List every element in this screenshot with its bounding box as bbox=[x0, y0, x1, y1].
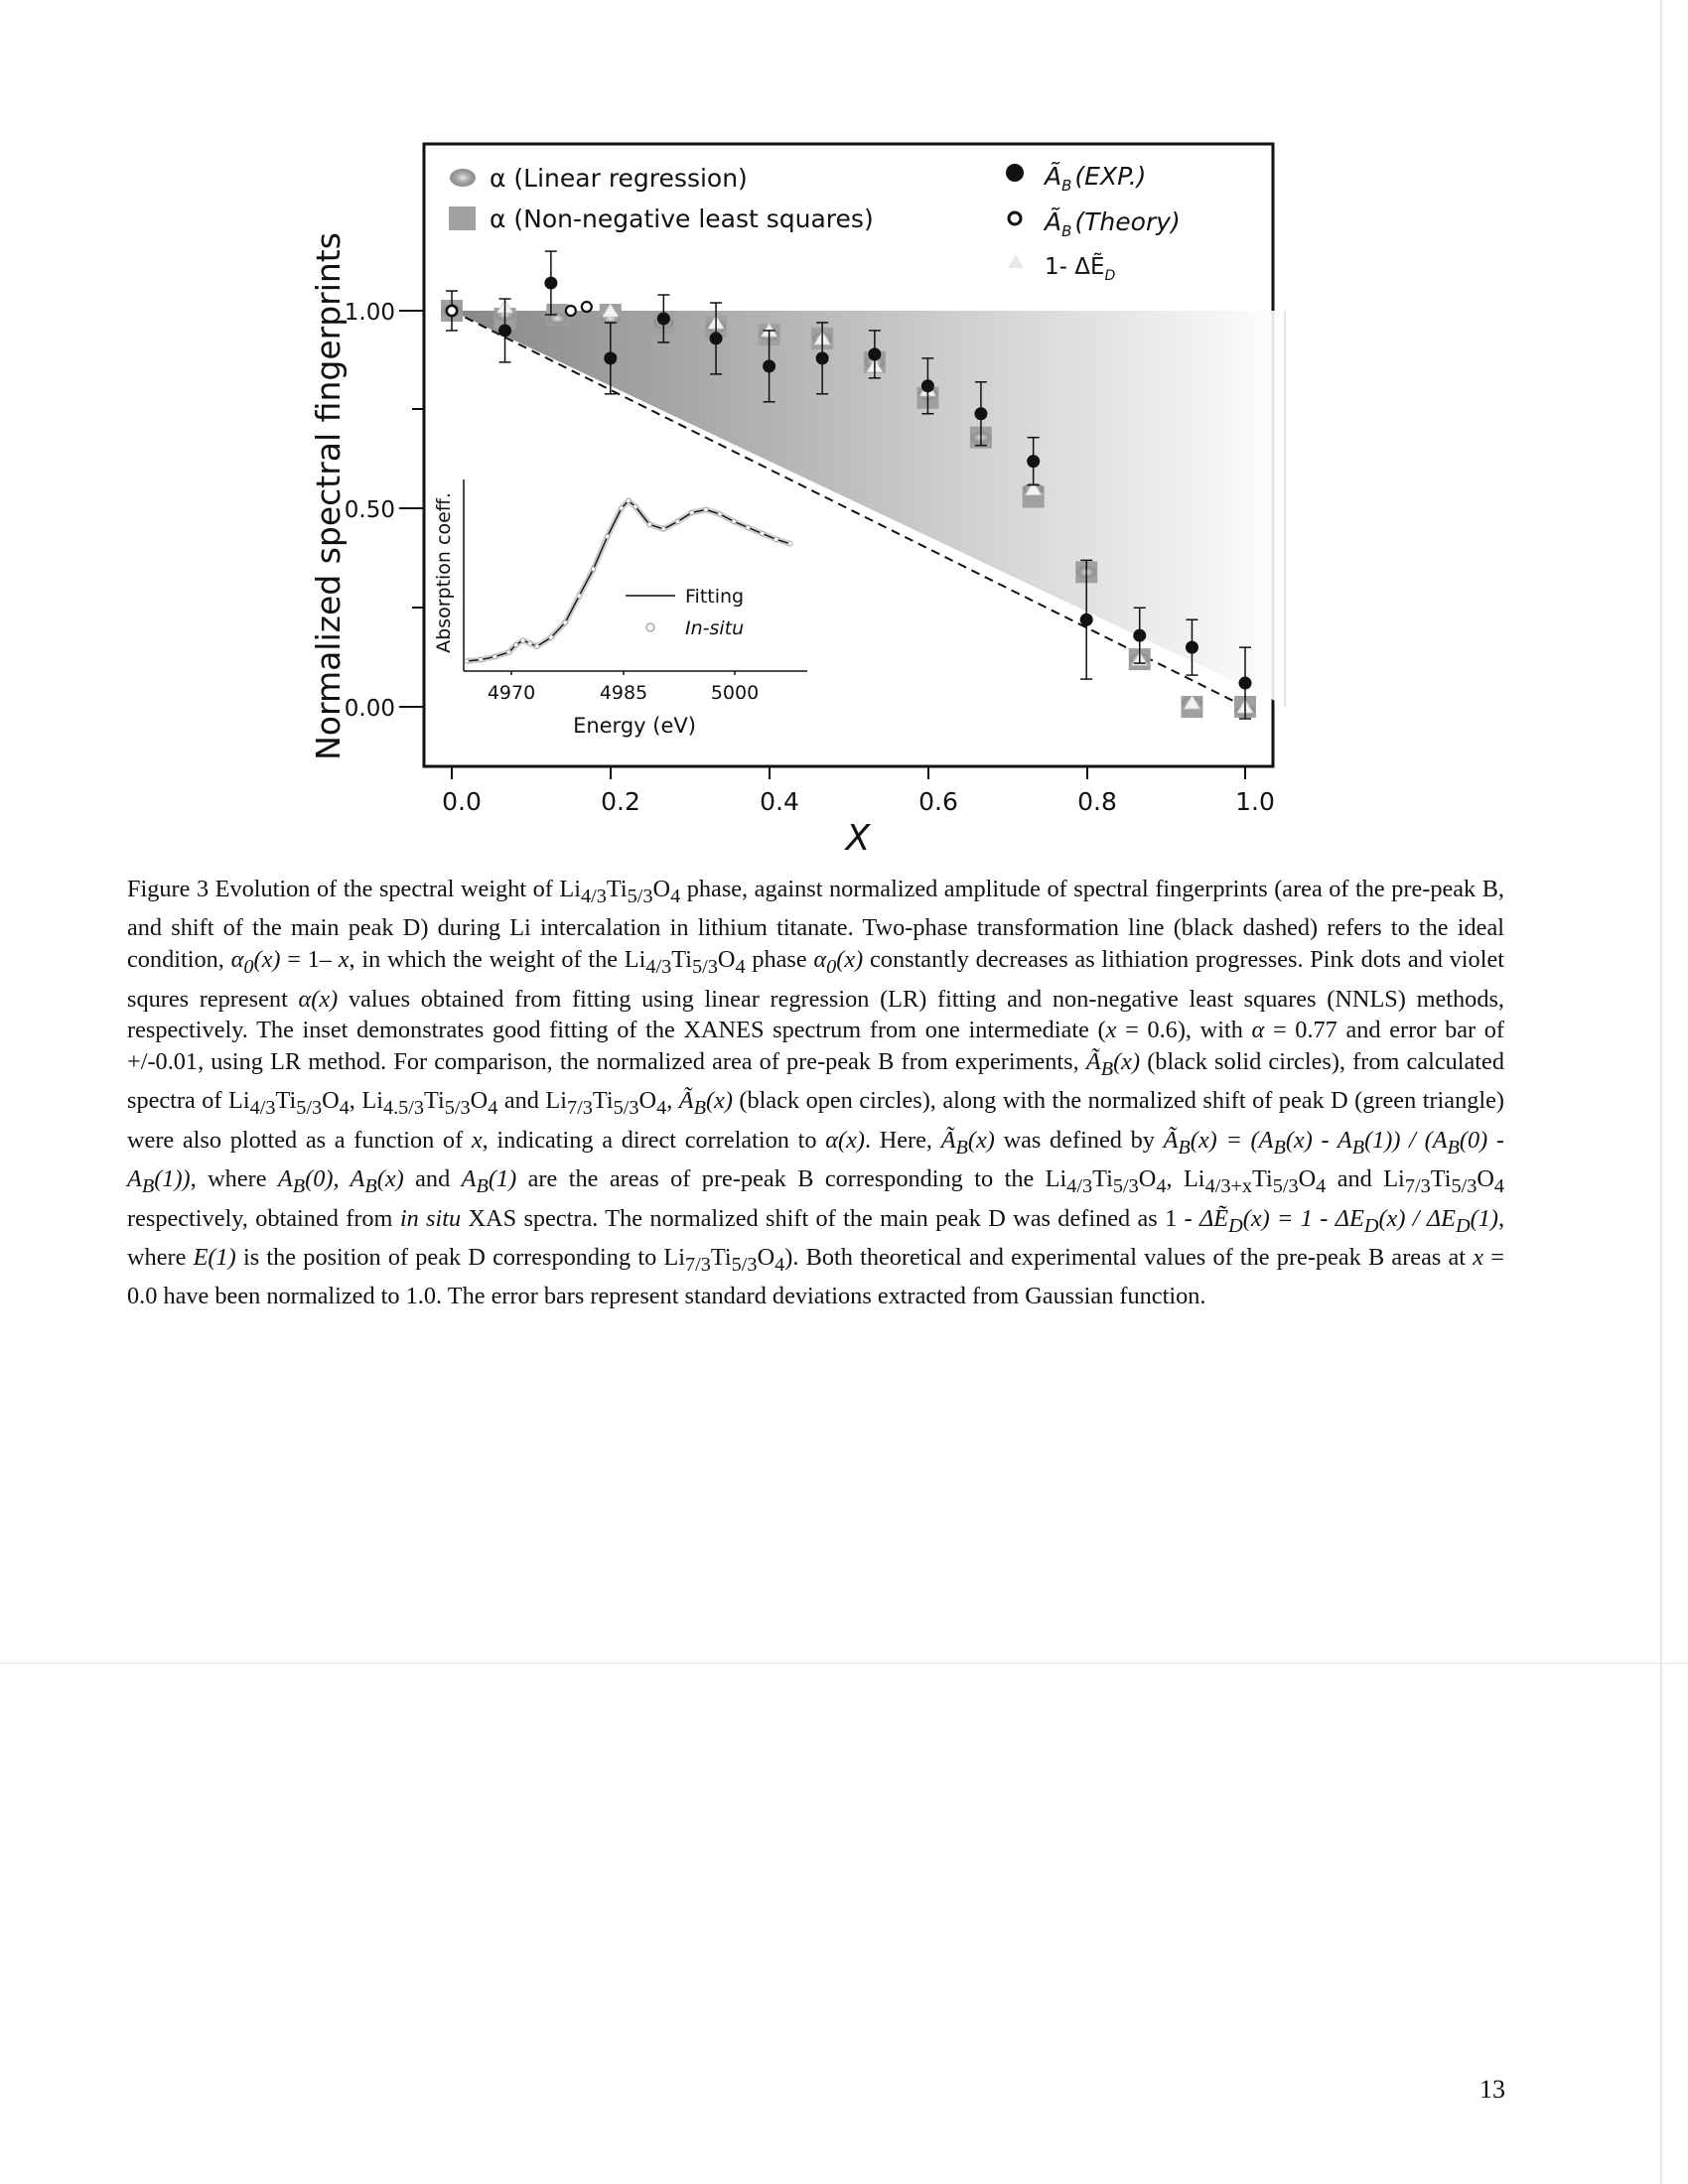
xtick-label-3: 0.6 bbox=[918, 787, 958, 816]
exp-point bbox=[657, 312, 670, 325]
inset-insitu-point bbox=[627, 498, 631, 502]
figure-3 bbox=[288, 139, 1331, 874]
inset-insitu-point bbox=[661, 527, 665, 531]
theory-point bbox=[447, 306, 457, 316]
inset-xtick-0: 4970 bbox=[487, 682, 536, 704]
theory-point bbox=[582, 302, 592, 312]
inset-xtick-1: 4985 bbox=[599, 682, 648, 704]
inset-insitu-point bbox=[760, 531, 764, 535]
figure-svg bbox=[288, 139, 1331, 874]
figure-caption: Figure 3 Evolution of the spectral weight of $Li_{4/3}Ti_{5/3}O_4$ phase, against normalized amplitude of spectral fingerprints (area of the pre-peak B, and shift of the main peak D) during Li intercalation in lithium titanate. Two-phase transformation line (black dashed) refers to the ideal condition, $\alpha_0(x) = 1-$ x, in which the weight of the $Li_{4/3}Ti_{5/3}O_4$ phase $\alpha_0(x)$ constantly decreases as lithiation progresses. Pink dots and violet squres represent α(x) values obtained from fitting using linear regression (LR) fitting and non-negative least squares (NNLS) methods, respectively. The inset demonstrates good fitting of the XANES spectrum from one intermediate (x = 0.6), with α = 0.77 and error bar of +/-0.01, using LR method. For comparison, the normalized area of pre-peak B from experiments, $Ã_B(x)$ (black solid circles), from calculated spectra of $Li_{4/3}Ti_{5/3}O_4$, $Li_{4.5/3}Ti_{5/3}O_4$ and $Li_{7/3}Ti_{5/3}O_4$, $Ã_B(x)$ (black open circles), along with the normalized shift of peak D (green triangle) were also plotted as a function of x, indicating a direct correlation to α(x). Here, $Ã_B(x)$ was defined by $Ã_B(x) = (A_B(x) - A_B(1)) / (A_B(0) - A_B(1))$, where $A_B(0)$, $A_B(x)$ and $A_B(1)$ are the areas of pre-peak B corresponding to the $Li_{4/3}Ti_{5/3}O_4$, $Li_{4/3+x}Ti_{5/3}O_4$ and $Li_{7/3}Ti_{5/3}O_4$ respectively, obtained from in situ XAS spectra. The normalized shift of the main peak D was defined as 1 - ΔẼ$_D$(x) = $1 - \Delta E_D(x) / \Delta E_D(1)$, where E(1) is the position of peak D corresponding to $Li_{7/3}Ti_{5/3}O_4$). Both theoretical and experimental values of the pre-peak B areas at x = 0.0 have been normalized to 1.0. The error bars represent standard deviations extracted from Gaussian function. bbox=[127, 876, 1505, 1310]
inset-y-label: Absorption coeff. bbox=[433, 492, 455, 653]
inset-insitu-point bbox=[528, 641, 532, 645]
xtick-label-1: 0.2 bbox=[601, 787, 640, 816]
inset-x-label: Energy (eV) bbox=[573, 714, 696, 738]
inset-insitu-point bbox=[520, 638, 524, 642]
inset-chart bbox=[433, 479, 807, 738]
exp-point bbox=[763, 359, 775, 372]
scan-divider bbox=[0, 1663, 1688, 1664]
inset-insitu-point bbox=[689, 510, 693, 514]
y-ticks bbox=[399, 311, 424, 707]
exp-point bbox=[921, 379, 934, 392]
y-axis-label: Normalized spectral fingerprints bbox=[309, 232, 348, 760]
exp-point bbox=[1239, 677, 1252, 690]
exp-point bbox=[868, 347, 881, 360]
inset-insitu-point bbox=[718, 512, 722, 516]
inset-xtick-2: 5000 bbox=[710, 682, 760, 704]
inset-legend-fit: Fitting bbox=[685, 586, 745, 608]
xtick-label-2: 0.4 bbox=[760, 787, 799, 816]
legend-theory-marker bbox=[1009, 212, 1021, 224]
inset-insitu-point bbox=[704, 507, 708, 511]
inset-insitu-point bbox=[577, 594, 581, 598]
xtick-label-5: 1.0 bbox=[1235, 787, 1275, 816]
legend-lr-label: α (Linear regression) bbox=[490, 164, 748, 193]
exp-point bbox=[1133, 629, 1146, 642]
ytick-label-1: 1.00 bbox=[344, 300, 395, 326]
inset-insitu-point bbox=[605, 534, 609, 538]
legend-theory-label: $Ã_B$ (Theory) bbox=[1045, 207, 1181, 240]
x-axis-label: X bbox=[845, 818, 871, 859]
inset-insitu-point bbox=[479, 657, 483, 661]
inset-legend-insitu-marker bbox=[646, 623, 654, 631]
inset-insitu-point bbox=[788, 542, 792, 546]
inset-insitu-point bbox=[465, 659, 469, 663]
inset-insitu-point bbox=[633, 504, 637, 508]
page-edge bbox=[1660, 0, 1662, 2184]
exp-point bbox=[544, 277, 557, 290]
inset-insitu-point bbox=[492, 654, 496, 658]
ytick-label-3: 0.00 bbox=[344, 696, 395, 722]
legend-lr-marker bbox=[450, 169, 476, 187]
exp-point bbox=[710, 332, 723, 344]
ytick-label-2: 0.50 bbox=[344, 497, 395, 523]
exp-point bbox=[1186, 641, 1198, 654]
x-ticks bbox=[452, 766, 1245, 779]
legend-exp-marker bbox=[1006, 164, 1024, 182]
inset-insitu-point bbox=[506, 650, 510, 654]
xtick-label-4: 0.8 bbox=[1077, 787, 1117, 816]
inset-insitu-point bbox=[549, 635, 553, 639]
inset-insitu-point bbox=[620, 506, 624, 510]
legend-nnls-label: α (Non-negative least squares) bbox=[490, 205, 874, 233]
inset-insitu-point bbox=[535, 644, 539, 648]
page-number: 13 bbox=[1479, 2075, 1505, 2104]
exp-point bbox=[1027, 455, 1040, 468]
exp-point bbox=[816, 351, 829, 364]
inset-legend-insitu: In-situ bbox=[685, 617, 745, 639]
inset-insitu-point bbox=[774, 537, 777, 541]
inset-insitu-point bbox=[647, 522, 651, 526]
exp-point bbox=[498, 324, 511, 337]
legend-exp-label: $Ã_B$ (EXP.) bbox=[1045, 162, 1147, 195]
inset-insitu-point bbox=[513, 642, 517, 646]
exp-point bbox=[974, 407, 987, 420]
legend-shift-label: 1- ΔẼ$_D$ bbox=[1045, 254, 1116, 284]
inset-insitu-point bbox=[591, 567, 595, 571]
exp-point bbox=[1080, 614, 1093, 626]
exp-point bbox=[604, 351, 617, 364]
theory-point bbox=[566, 306, 576, 316]
legend bbox=[449, 161, 1181, 284]
legend-shift-marker bbox=[1008, 254, 1024, 268]
inset-insitu-point bbox=[563, 620, 567, 624]
inset-insitu-point bbox=[732, 519, 736, 523]
legend-nnls-marker bbox=[449, 206, 476, 230]
xtick-label-0: 0.0 bbox=[442, 787, 482, 816]
inset-insitu-point bbox=[675, 519, 679, 523]
inset-insitu-point bbox=[746, 525, 750, 529]
